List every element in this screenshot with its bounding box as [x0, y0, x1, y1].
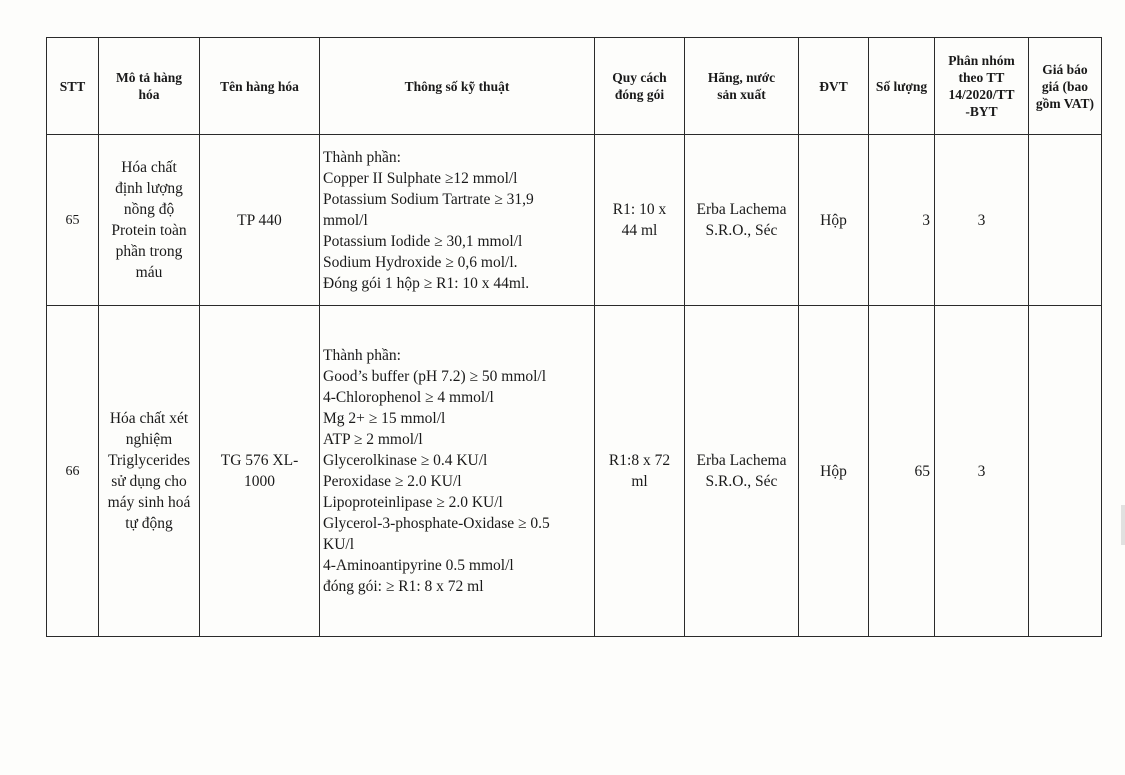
- text-line: TP 440: [237, 211, 282, 229]
- cell-stt: 65: [47, 135, 99, 306]
- text-line: Copper II Sulphate ≥12 mmol/l: [323, 169, 518, 187]
- text-line: Protein toàn: [111, 222, 187, 239]
- text-line: Potassium Iodide ≥ 30,1 mmol/l: [323, 232, 523, 250]
- text-line: Thành phần:: [323, 347, 401, 364]
- text-line: Đóng gói 1 hộp ≥ R1: 10 x 44ml.: [323, 274, 530, 292]
- header-dvt: ĐVT: [799, 38, 869, 135]
- cell-phan-nhom: 3: [935, 306, 1029, 637]
- text-line: Phân nhóm: [948, 53, 1015, 68]
- text-line: nghiệm: [125, 431, 173, 448]
- text-line: đóng gói: [614, 87, 665, 102]
- header-so-luong: Số lượng: [869, 38, 935, 135]
- text-line: Hãng, nước: [707, 70, 776, 85]
- text-line: Peroxidase ≥ 2.0 KU/l: [323, 473, 462, 490]
- cell-quy-cach: [595, 306, 685, 637]
- text-line: S.R.O., Séc: [705, 222, 778, 239]
- text-line: Hóa chất xét: [109, 410, 189, 427]
- text-line: Giá báo: [1042, 61, 1088, 77]
- text-line: gồm VAT): [1035, 95, 1095, 111]
- cell-gia-bao: [1029, 306, 1102, 637]
- cell-so-luong: 3: [869, 135, 935, 306]
- text-line: KU/l: [323, 536, 354, 553]
- text-line: phần trong: [115, 243, 183, 260]
- cell-hang-nuoc: [685, 135, 799, 306]
- table-row: [47, 135, 1102, 306]
- text-line: Mg 2+ ≥ 15 mmol/l: [323, 410, 446, 427]
- cell-mo-ta: [99, 135, 200, 306]
- text-line: R1:8 x 72: [608, 452, 671, 469]
- text-line: Mô tả hàng: [115, 70, 182, 85]
- text-line: máu: [135, 264, 163, 281]
- text-line: sử dụng cho: [111, 473, 187, 490]
- cell-stt: 66: [47, 306, 99, 637]
- text-line: ml: [631, 473, 648, 490]
- text-line: 44 ml: [621, 222, 658, 239]
- text-line: giá (bao: [1041, 78, 1089, 94]
- text-line: Hóa chất: [121, 159, 177, 176]
- text-line: 14/2020/TT: [948, 87, 1015, 102]
- cell-so-luong: 65: [869, 306, 935, 637]
- text-line: nồng độ: [123, 201, 175, 218]
- cell-hang-nuoc: [685, 306, 799, 637]
- text-line: máy sinh hoá: [107, 494, 191, 511]
- cell-thong-so: [320, 306, 595, 637]
- text-line: Glycerol-3-phosphate-Oxidase ≥ 0.5: [323, 515, 550, 532]
- text-line: hóa: [138, 87, 160, 102]
- text-line: sản xuất: [717, 87, 766, 102]
- text-line: Lipoproteinlipase ≥ 2.0 KU/l: [323, 494, 503, 511]
- text-line: R1: 10 x: [612, 201, 667, 218]
- text-line: 4-Chlorophenol ≥ 4 mmol/l: [323, 389, 494, 406]
- text-line: Triglycerides: [107, 452, 191, 469]
- text-line: Quy cách: [612, 70, 667, 85]
- text-line: Erba Lachema: [696, 201, 787, 218]
- text-line: -BYT: [965, 104, 998, 119]
- header-gia-bao: [1029, 38, 1102, 135]
- scan-edge-mark: [1121, 505, 1125, 545]
- text-line: ATP ≥ 2 mmol/l: [323, 431, 423, 448]
- cell-thong-so: [320, 135, 595, 306]
- header-thong-so: Thông số kỹ thuật: [320, 38, 595, 135]
- cell-dvt: Hộp: [799, 306, 869, 637]
- header-ten-hang: Tên hàng hóa: [200, 38, 320, 135]
- header-row: [47, 38, 1102, 135]
- cell-ten-hang: [200, 135, 320, 306]
- cell-mo-ta: [99, 306, 200, 637]
- product-table: [46, 37, 1102, 637]
- text-line: Glycerolkinase ≥ 0.4 KU/l: [323, 452, 488, 469]
- header-mo-ta: [99, 38, 200, 135]
- header-quy-cach: [595, 38, 685, 135]
- text-line: Erba Lachema: [696, 452, 787, 469]
- text-line: Good’s buffer (pH 7.2) ≥ 50 mmol/l: [323, 368, 547, 385]
- cell-ten-hang: [200, 306, 320, 637]
- cell-gia-bao: [1029, 135, 1102, 306]
- text-line: theo TT: [958, 70, 1005, 85]
- header-stt: STT: [47, 38, 99, 135]
- text-line: Potassium Sodium Tartrate ≥ 31,9: [323, 190, 534, 208]
- header-phan-nhom: [935, 38, 1029, 135]
- text-line: mmol/l: [323, 211, 368, 229]
- header-hang-nuoc: [685, 38, 799, 135]
- text-line: S.R.O., Séc: [705, 473, 778, 490]
- cell-quy-cach: [595, 135, 685, 306]
- text-line: Thành phần:: [323, 148, 401, 166]
- cell-phan-nhom: 3: [935, 135, 1029, 306]
- text-line: 1000: [244, 473, 275, 490]
- text-line: TG 576 XL-: [220, 452, 299, 469]
- table-row: [47, 306, 1102, 637]
- cell-dvt: Hộp: [799, 135, 869, 306]
- text-line: tự động: [125, 515, 173, 532]
- text-line: định lượng: [115, 180, 183, 197]
- text-line: Sodium Hydroxide ≥ 0,6 mol/l.: [323, 253, 518, 271]
- text-line: đóng gói: ≥ R1: 8 x 72 ml: [323, 578, 484, 595]
- text-line: 4-Aminoantipyrine 0.5 mmol/l: [323, 557, 514, 574]
